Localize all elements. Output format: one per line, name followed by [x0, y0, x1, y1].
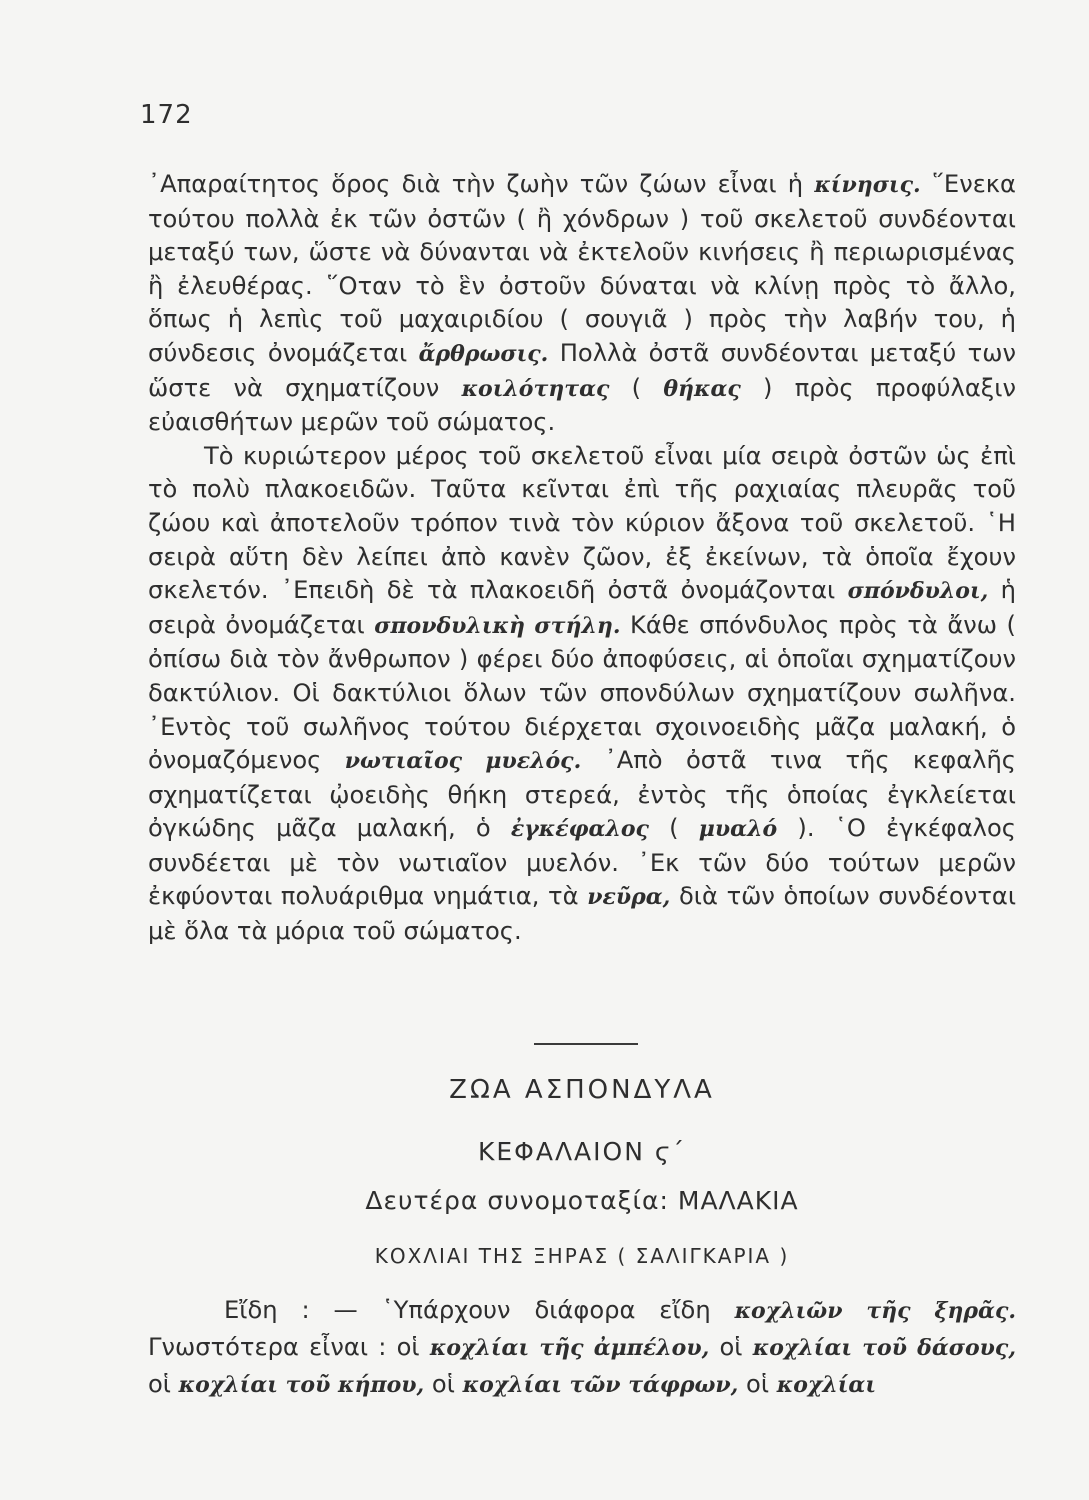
text-run: Γνωστότερα εἶναι : οἱ: [148, 1333, 430, 1361]
emphasized-term: ἐγκέφαλος: [510, 816, 649, 843]
text-run: (: [648, 814, 699, 843]
class-label: Δευτέρα συνομοταξία:: [365, 1186, 669, 1215]
text-run: ῞Ενεκα τούτου πολλὰ ἐκ τῶν ὀστῶν ( ἢ χόνδρων ) τοῦ σκελετοῦ συνδέονται μεταξύ των, ὥστε νὰ δύνανται νὰ ἐκτελοῦν κινήσεις ἢ περιωρισμένας ἢ ἐλευθέρας. ῞Οταν τὸ ἓν ὀστοῦν δύναται νὰ κλίνῃ πρὸς τὸ ἄλλο, ὅπως ἡ λεπὶς τοῦ μαχαιριδίου ( σουγιᾶ ) πρὸς τὴν λαβήν του, ἡ σύνδεσις ὀνομάζεται: [148, 170, 1016, 367]
emphasized-term: κοχλίαι: [776, 1372, 876, 1398]
text-run: Κάθε σπόνδυλος πρὸς τὰ ἄνω ( ὀπίσω διὰ τὸν ἄνθρωπον ) φέρει δύο ἀποφύσεις, αἱ ὁποῖαι σχηματίζουν δακτύλιον. Οἱ δακτύλιοι ὅλων τῶν σπονδύλων σχηματίζουν σωλῆνα. ᾿Εντὸς τοῦ σωλῆνος τούτου διέρχεται σχοινοειδὴς μᾶζα μαλακή, ὁ ὀνομαζόμενος: [148, 610, 1016, 775]
emphasized-term: μυαλό: [698, 816, 778, 843]
text-run: οἱ: [424, 1370, 463, 1398]
species-paragraph: [148, 1292, 1016, 1403]
emphasized-term: κοχλίαι τῶν τάφρων,: [462, 1372, 739, 1398]
subject-title: ΚΟΧΛΙΑΙ ΤΗΣ ΞΗΡΑΣ ( ΣΑΛΙΓΚΑΡΙΑ ): [374, 1244, 790, 1268]
main-text: [148, 168, 1016, 949]
text-run: οἱ: [148, 1370, 179, 1398]
text-run: ) πρὸς προφύλαξιν εὐαισθήτων μερῶν τοῦ σώματος.: [148, 373, 1016, 437]
section-title: ΖΩΑ ΑΣΠΟΝΔΥΛΑ: [449, 1075, 715, 1105]
emphasized-term: νωτιαῖος μυελός.: [344, 748, 582, 775]
text-run: οἱ: [709, 1333, 753, 1361]
emphasized-term: νεῦρα,: [587, 884, 671, 911]
text-run: ἡ σειρὰ ὀνομάζεται: [148, 576, 1016, 639]
text-run: Τὸ κυριώτερον μέρος τοῦ σκελετοῦ εἶναι μία σειρὰ ὀστῶν ὡς ἐπὶ τὸ πολὺ πλακοειδῶν. Ταῦτα κεῖνται ἐπὶ τῆς ραχιαίας πλευρᾶς τοῦ ζώου καὶ ἀποτελοῦν τρόπον τινὰ τὸν κύριον ἄξονα τοῦ σκελετοῦ. ῾Η σειρὰ αὕτη δὲν λείπει ἀπὸ κανὲν ζῶον, ἐξ ἐκείνων, τὰ ὁποῖα ἔχουν σκελετόν. ᾿Επειδὴ δὲ τὰ πλακοειδῆ ὀστᾶ ὀνομάζονται: [148, 441, 1016, 605]
text-run: ᾿Απὸ ὀστᾶ τινα τῆς κεφαλῆς σχηματίζεται ᾠοειδὴς θήκη στερεά, ἐντὸς τῆς ὁποίας ἐγκλείεται ὀγκώδης μᾶζα μαλακή, ὁ: [148, 746, 1016, 843]
chapter-title: ΚΕΦΑΛΑΙΟΝ ϛ΄: [477, 1137, 687, 1166]
emphasized-term: κοχλίαι τοῦ κήπου,: [178, 1372, 425, 1398]
emphasized-term: κοχλίαι τῆς ἀμπέλου,: [429, 1335, 710, 1361]
emphasized-term: σπονδυλικὴ στήλη.: [374, 612, 621, 639]
page-number: 172: [140, 100, 193, 130]
species-label: Εἴδη : —: [224, 1296, 382, 1324]
emphasized-term: κοχλίαι τοῦ δάσους,: [752, 1335, 1016, 1361]
text-run: Πολλὰ ὀστᾶ συνδέονται μεταξύ των ὥστε νὰ σχηματίζουν: [148, 338, 1016, 402]
text-run: οἱ: [738, 1370, 777, 1398]
section-divider: [534, 1043, 638, 1045]
emphasized-term: θήκας: [663, 375, 741, 402]
paragraph-species: [148, 1292, 1016, 1403]
text-run: διὰ τῶν ὁποίων συνδέονται μὲ ὅλα τὰ μόρια τοῦ σώματος.: [148, 882, 1017, 946]
emphasized-term: σπόνδυλοι,: [847, 578, 989, 605]
text-run: ). ῾Ο ἐγκέφαλος συνδέεται μὲ τὸν νωτιαῖον μυελόν. ᾿Εκ τῶν δύο τούτων μερῶν ἐκφύονται πολυάριθμα νημάτια, τὰ: [148, 814, 1016, 911]
emphasized-term: ἄρθρωσις.: [418, 340, 549, 367]
class-title: [148, 1186, 1016, 1215]
class-name: ΜΑΛΑΚΙΑ: [677, 1186, 799, 1215]
text-run: ῾Υπάρχουν διάφορα εἴδη: [381, 1296, 735, 1324]
text-run: (: [609, 373, 664, 402]
emphasized-term: κοιλότητας: [461, 375, 610, 402]
text-run: ᾿Απαραίτητος ὅρος διὰ τὴν ζωὴν τῶν ζώων εἶναι ἡ: [148, 170, 815, 198]
emphasized-term: κοχλιῶν τῆς ξηρᾶς.: [734, 1298, 1017, 1324]
emphasized-term: κίνησις.: [814, 172, 921, 198]
paragraph-locomotion: [148, 168, 1016, 440]
paragraph-skeleton: [148, 440, 1016, 949]
